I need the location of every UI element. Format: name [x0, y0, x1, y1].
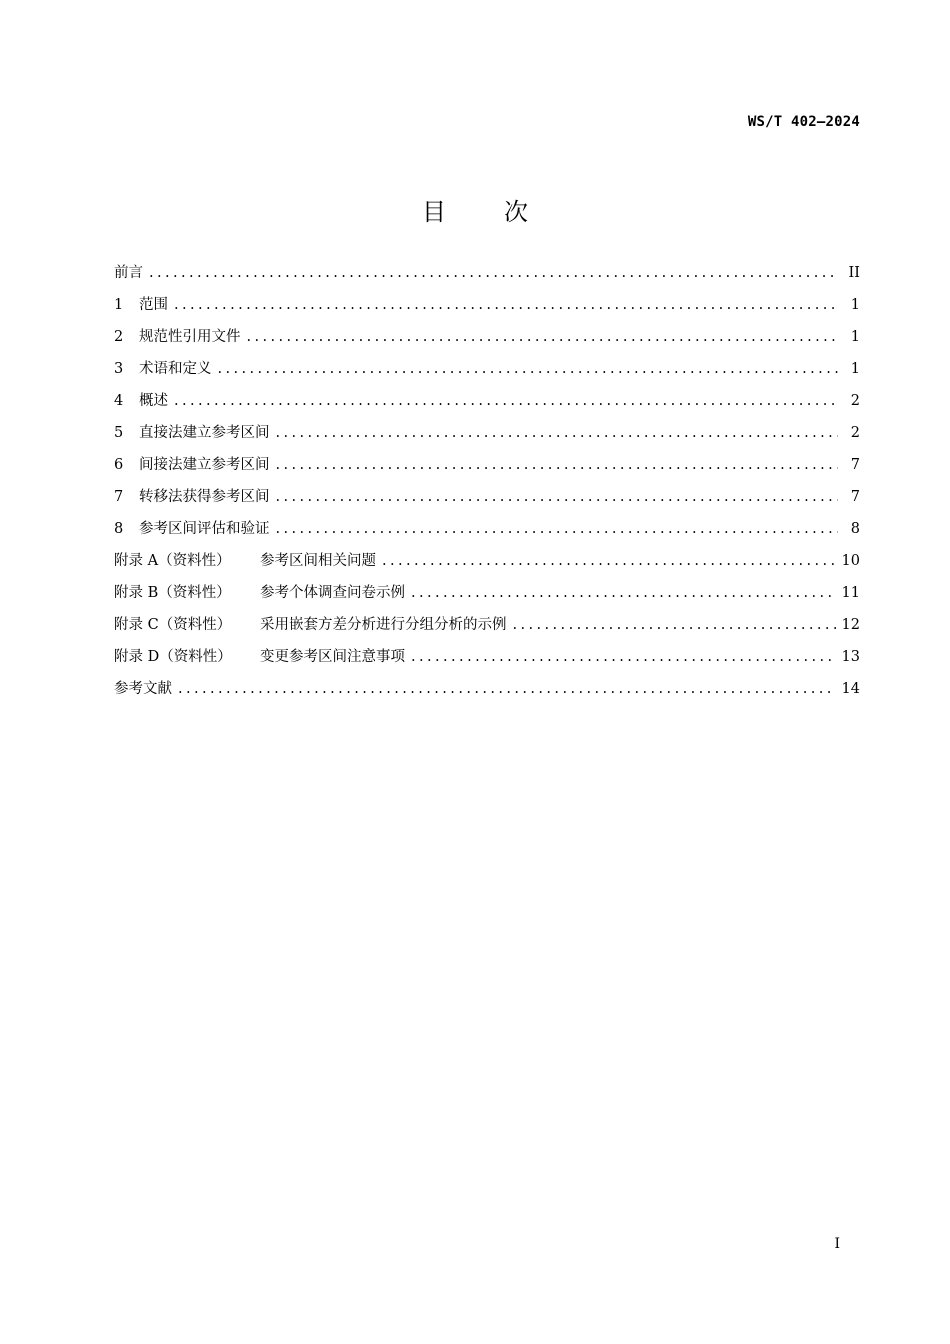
toc-entry-label: 间接法建立参考区间	[139, 457, 270, 473]
toc-entry-6[interactable]	[114, 454, 860, 486]
toc-entry-page: II	[848, 265, 860, 281]
toc-entry-page: 1	[850, 297, 860, 313]
toc-entry-number: 3	[114, 361, 124, 377]
table-of-contents	[114, 262, 860, 710]
toc-entry-references[interactable]	[114, 678, 860, 710]
toc-entry-page: 11	[841, 585, 860, 601]
toc-entry-2[interactable]	[114, 326, 860, 358]
toc-entry-number: 2	[114, 329, 124, 345]
toc-entry-label: 参考文献	[114, 681, 172, 697]
toc-dot-leader	[218, 358, 839, 380]
document-code: WS/T 402—2024	[747, 114, 860, 130]
toc-entry-1[interactable]	[114, 294, 860, 326]
toc-entry-page: 2	[850, 393, 860, 409]
toc-entry-page: 8	[850, 521, 860, 537]
toc-entry-label: 参考个体调查问卷示例	[260, 585, 405, 601]
toc-dot-leader	[411, 582, 836, 604]
toc-dot-leader	[513, 614, 836, 636]
toc-entry-label: 概述	[139, 393, 168, 409]
toc-dot-leader	[174, 294, 838, 316]
toc-entry-label: 直接法建立参考区间	[139, 425, 270, 441]
toc-entry-label: 参考区间评估和验证	[139, 521, 270, 537]
toc-entry-appendix-c[interactable]	[114, 614, 860, 646]
toc-entry-page: 13	[841, 649, 860, 665]
toc-entry-page: 12	[841, 617, 860, 633]
toc-entry-page: 2	[850, 425, 860, 441]
toc-entry-number: 5	[114, 425, 124, 441]
toc-entry-number: 6	[114, 457, 124, 473]
toc-dot-leader	[247, 326, 839, 348]
toc-entry-label: 变更参考区间注意事项	[260, 649, 405, 665]
toc-appendix-prefix: 附录 C（资料性）	[114, 617, 232, 633]
toc-entry-label: 采用嵌套方差分析进行分组分析的示例	[260, 617, 507, 633]
page-number: I	[834, 1236, 840, 1252]
toc-entry-number: 8	[114, 521, 124, 537]
toc-entry-number: 1	[114, 297, 124, 313]
toc-dot-leader	[382, 550, 836, 572]
toc-dot-leader	[411, 646, 836, 668]
toc-entry-page: 14	[841, 681, 860, 697]
toc-entry-label: 范围	[139, 297, 168, 313]
toc-entry-label: 前言	[114, 265, 143, 281]
toc-dot-leader	[276, 422, 839, 444]
toc-entry-8[interactable]	[114, 518, 860, 550]
toc-entry-foreword[interactable]	[114, 262, 860, 294]
toc-entry-5[interactable]	[114, 422, 860, 454]
toc-entry-label: 规范性引用文件	[139, 329, 241, 345]
toc-dot-leader	[149, 262, 838, 284]
toc-dot-leader	[178, 678, 836, 700]
toc-entry-appendix-b[interactable]	[114, 582, 860, 614]
toc-entry-number: 7	[114, 489, 124, 505]
toc-dot-leader	[276, 518, 839, 540]
toc-appendix-prefix: 附录 B（资料性）	[114, 585, 231, 601]
page-title: 目次	[422, 198, 586, 226]
toc-entry-page: 7	[850, 457, 860, 473]
toc-entry-4[interactable]	[114, 390, 860, 422]
toc-entry-7[interactable]	[114, 486, 860, 518]
toc-entry-label: 参考区间相关问题	[260, 553, 376, 569]
toc-entry-appendix-a[interactable]	[114, 550, 860, 582]
toc-entry-label: 术语和定义	[139, 361, 212, 377]
toc-entry-page: 7	[850, 489, 860, 505]
toc-dot-leader	[276, 454, 839, 476]
toc-entry-number: 4	[114, 393, 124, 409]
toc-entry-label: 转移法获得参考区间	[139, 489, 270, 505]
toc-entry-appendix-d[interactable]	[114, 646, 860, 678]
toc-dot-leader	[276, 486, 839, 508]
toc-entry-page: 1	[850, 361, 860, 377]
toc-entry-page: 10	[841, 553, 860, 569]
toc-dot-leader	[174, 390, 838, 412]
toc-entry-page: 1	[850, 329, 860, 345]
toc-entry-3[interactable]	[114, 358, 860, 390]
toc-appendix-prefix: 附录 D（资料性）	[114, 649, 232, 665]
toc-appendix-prefix: 附录 A（资料性）	[114, 553, 231, 569]
